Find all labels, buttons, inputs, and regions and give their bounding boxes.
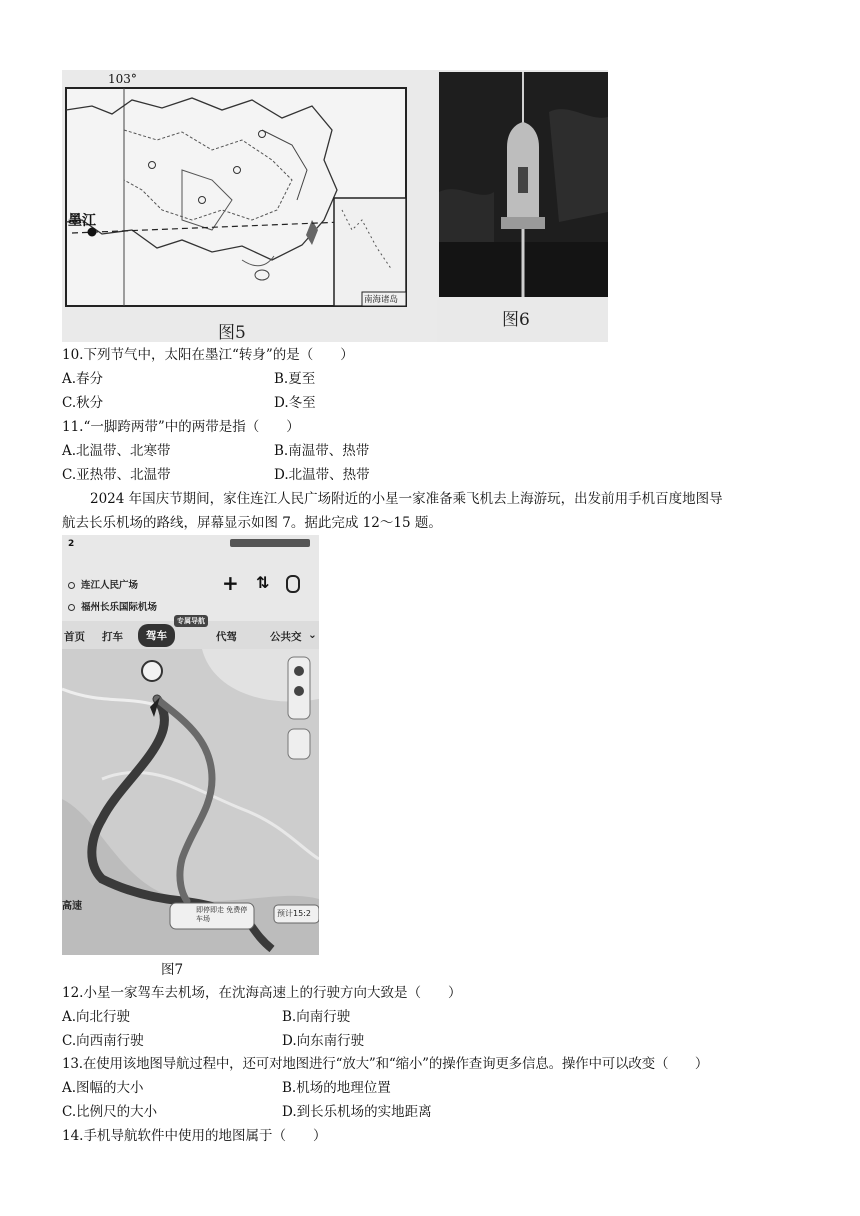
figure-7-caption: 图7: [161, 962, 184, 978]
map-figure-5: [62, 70, 437, 342]
q12-option-a: A.向北行驶: [62, 1009, 131, 1025]
status-bar-time: 2: [68, 539, 75, 549]
route-map[interactable]: [62, 649, 319, 955]
add-stop-icon[interactable]: +: [222, 571, 239, 595]
voice-icon[interactable]: [286, 575, 300, 593]
photo-figure-6: [439, 72, 608, 297]
tab-drive[interactable]: 驾车: [138, 624, 175, 647]
q13-option-a: A.图幅的大小: [62, 1080, 144, 1096]
q11-option-c: C.亚热带、北温带: [62, 467, 171, 483]
question-12-stem: 12.小星一家驾车去机场，在沈海高速上的行驶方向大致是（ ）: [62, 985, 462, 1001]
chevron-down-icon[interactable]: ⌄: [308, 629, 317, 641]
origin-field[interactable]: [68, 577, 138, 591]
swap-icon[interactable]: ⇅: [256, 573, 270, 592]
destination-label: 福州长乐国际机场: [81, 602, 158, 613]
q10-option-b: B.夏至: [274, 371, 316, 387]
q13-option-c: C.比例尺的大小: [62, 1104, 158, 1120]
q11-option-a: A.北温带、北寒带: [62, 443, 171, 459]
origin-dot-icon: [68, 582, 75, 589]
figure-6-caption: 图6: [502, 310, 530, 330]
figure-7-phone-photo: [62, 535, 319, 955]
status-icons: [230, 539, 310, 547]
passage-line-1: 2024 年国庆节期间，家住连江人民广场附近的小星一家准备乘飞机去上海游玩，出发前用手机百度地图导: [90, 491, 723, 507]
eta-label: 预计15:2: [277, 909, 311, 918]
parking-callout[interactable]: 即停即走 免费停车场: [196, 906, 248, 923]
tab-chauffeur[interactable]: 代驾: [216, 631, 237, 643]
longitude-label: 103°: [108, 72, 137, 86]
passage-line-2: 航去长乐机场的路线，屏幕显示如图 7。据此完成 12～15 题。: [62, 515, 442, 531]
q11-option-b: B.南温带、热带: [274, 443, 370, 459]
q12-option-d: D.向东南行驶: [282, 1033, 365, 1049]
transport-tabs: [62, 617, 319, 649]
drive-badge: 专属导航: [174, 615, 208, 627]
highway-label: 高速: [62, 901, 82, 912]
figure-5-6-photo: [62, 70, 608, 342]
question-14-stem: 14.手机导航软件中使用的地图属于（ ）: [62, 1128, 327, 1144]
question-10-stem: 10.下列节气中，太阳在墨江“转身”的是（ ）: [62, 347, 354, 363]
destination-field[interactable]: [68, 599, 157, 613]
question-11-stem: 11.“一脚跨两带”中的两带是指（ ）: [62, 419, 300, 435]
figure-5-caption: 图5: [218, 323, 246, 343]
inset-label: 南海诸岛: [364, 295, 399, 305]
tab-transit[interactable]: 公共交: [270, 631, 302, 643]
destination-dot-icon: [68, 604, 75, 611]
place-label-mojiang: 墨江: [68, 213, 96, 229]
question-13-stem: 13.在使用该地图导航过程中，还可对地图进行“放大”和“缩小”的操作查询更多信息。操作中可以改变（ ）: [62, 1056, 709, 1072]
origin-label: 连江人民广场: [81, 580, 139, 591]
q10-option-a: A.春分: [62, 371, 104, 387]
q13-option-d: D.到长乐机场的实地距离: [282, 1104, 432, 1120]
tab-taxi[interactable]: 打车: [102, 631, 123, 643]
q10-option-c: C.秋分: [62, 395, 104, 411]
tab-home[interactable]: 首页: [64, 631, 85, 643]
q12-option-c: C.向西南行驶: [62, 1033, 144, 1049]
q13-option-b: B.机场的地理位置: [282, 1080, 391, 1096]
q12-option-b: B.向南行驶: [282, 1009, 351, 1025]
q10-option-d: D.冬至: [274, 395, 316, 411]
monument-photo: [439, 72, 608, 297]
q11-option-d: D.北温带、热带: [274, 467, 370, 483]
